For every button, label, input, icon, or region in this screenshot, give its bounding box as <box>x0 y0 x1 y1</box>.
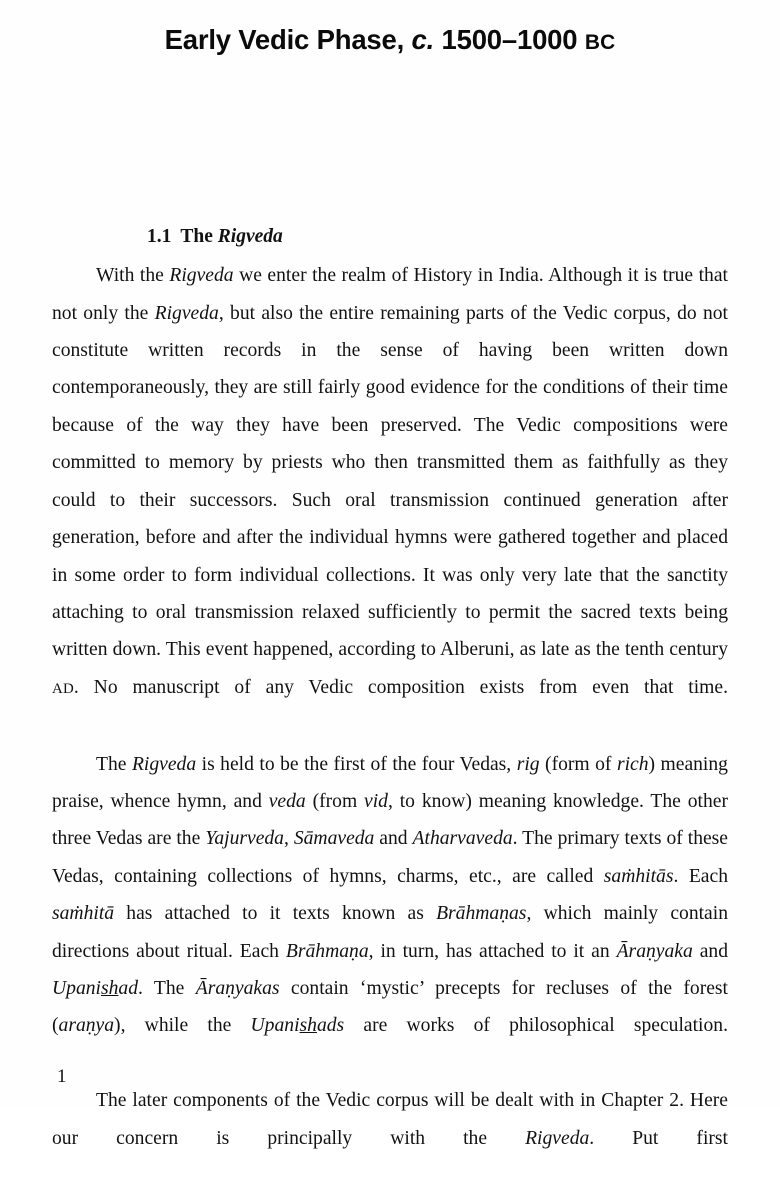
paragraph-3 <box>52 1082 728 1194</box>
chapter-title-era: BC <box>584 31 616 55</box>
text-run: and <box>692 940 728 962</box>
text-run: , which mainly contain directions about ritual. Each <box>52 903 728 962</box>
chapter-title-circa: c. <box>411 24 435 56</box>
era-ad: AD <box>52 680 74 697</box>
text-run: is held to be the first of the four Vedas, <box>196 753 517 775</box>
text-run: ) meaning praise, whence hymn, and <box>52 753 728 812</box>
section-title-plain: The <box>180 226 213 247</box>
underlined-sh: sh <box>100 977 119 999</box>
term-samhita: saṁhitā <box>52 903 115 925</box>
term-rigveda: Rigveda <box>154 302 219 324</box>
term-upanishads <box>251 1015 345 1036</box>
chapter-title-range: 1500–1000 <box>441 24 578 56</box>
chapter-title-prefix: Early Vedic Phase, <box>164 24 405 56</box>
text-run: Upani <box>52 977 101 999</box>
text-run: , to know) meaning knowledge. The other three Vedas are the <box>52 790 728 850</box>
text-run: ads <box>316 1015 345 1037</box>
text-run: contain ‘mystic’ precepts for recluses of the forest ( <box>52 977 728 1037</box>
text-run: With the <box>96 265 170 287</box>
term-rigveda: Rigveda <box>131 753 197 775</box>
text-run: has attached to it texts known as <box>114 903 437 925</box>
text-run: . Put first <box>589 1127 728 1149</box>
term-veda: veda <box>268 790 306 812</box>
section-title-italic: Rigveda <box>217 226 283 247</box>
term-aranyakas: Āraṇyakas <box>195 977 280 999</box>
term-vid: vid <box>364 790 388 812</box>
term-rich: rich <box>616 753 649 775</box>
term-brahmana: Brāhmaṇa <box>285 940 369 962</box>
text-run: . Each <box>673 865 728 887</box>
text-run: , in turn, has attached to it an <box>368 940 617 962</box>
term-samhitas: saṁhitās <box>603 865 674 887</box>
text-run: (form of <box>539 753 617 775</box>
text-run: (from <box>305 790 365 812</box>
chapter-title <box>0 24 780 56</box>
term-yajurveda: Yajurveda <box>205 828 284 850</box>
text-run: are works of philosophical speculation. <box>344 1015 728 1037</box>
text-run: ad <box>118 977 139 999</box>
text-run: . No manuscript of any Vedic composition exists from even that time. <box>73 676 728 698</box>
term-aranyaka: Āraṇyaka <box>616 940 693 962</box>
term-brahmanas: Brāhmaṇas <box>436 903 527 925</box>
term-rig: rig <box>516 753 540 775</box>
term-samaveda: Sāmaveda <box>293 828 375 850</box>
text-run: ), while the <box>114 1015 251 1037</box>
text-run: The <box>96 753 132 775</box>
text-run: The later components of the Vedic corpus will be dealt with in Chapter 2. Here our concern is principally with the <box>52 1090 728 1149</box>
text-run: . The primary texts of these Vedas, containing collections of hymns, charms, etc., are called <box>52 828 729 887</box>
text-run: Upani <box>250 1015 300 1037</box>
term-aranya: araṇya <box>58 1015 115 1037</box>
text-run: . The <box>138 977 196 999</box>
term-upanishad <box>52 978 138 999</box>
term-rigveda: Rigveda <box>525 1127 590 1149</box>
section-number: 1.1 <box>147 226 172 247</box>
text-run: , <box>283 828 294 850</box>
term-rigveda: Rigveda <box>169 265 234 287</box>
text-run: and <box>374 828 413 850</box>
term-atharvaveda: Atharvaveda <box>412 828 513 850</box>
text-run: we enter the realm of History in India. Although it is true that not only the <box>52 265 728 324</box>
paragraph-2 <box>52 746 728 1083</box>
underlined-sh: sh <box>299 1015 317 1037</box>
page-number: 1 <box>57 1066 67 1087</box>
body-text-block <box>52 222 728 1194</box>
section-heading <box>147 222 728 251</box>
paragraph-1 <box>52 257 728 745</box>
text-run: , but also the entire remaining parts of the Vedic corpus, do not constitute written records in the sense of having been written down contemporaneously, they are still fairly good evidence for the conditions of their time because of the way they have been preserved. The Vedic compositions were committed to memory by priests who then transmitted them as faithfully as they could to their successors. Such oral transmission continued generation after generation, before and after the individual hymns were gathered together and placed in some order to form individual collections. It was only very late that the sanctity attaching to oral transmission relaxed sufficiently to permit the sacred texts being written down. This event happened, according to Alberuni, as late as the tenth century <box>52 302 728 661</box>
